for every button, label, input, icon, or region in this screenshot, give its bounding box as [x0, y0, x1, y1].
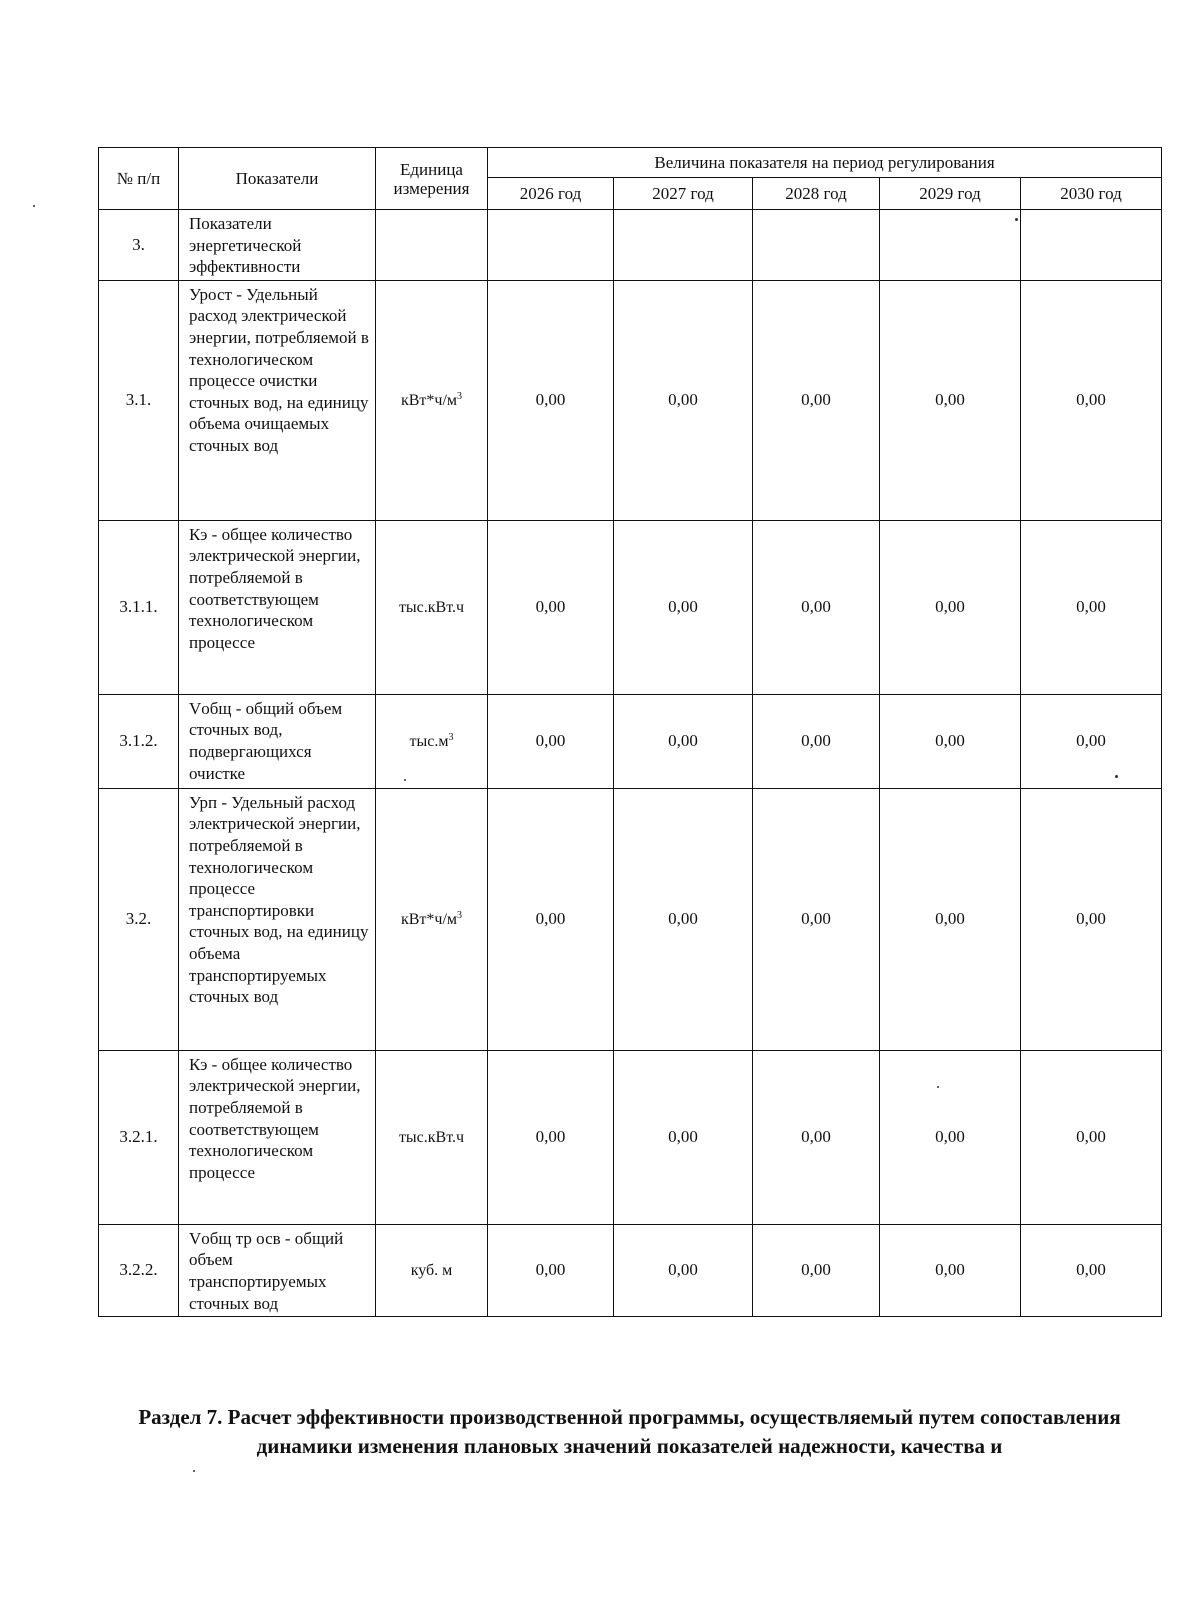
value-cell: 0,00 — [1021, 520, 1162, 694]
header-unit: Единица измерения — [376, 148, 488, 210]
header-year: 2026 год — [488, 178, 614, 210]
table-row — [99, 1224, 1162, 1316]
table-row — [99, 788, 1162, 1050]
unit-cell — [376, 1224, 488, 1316]
value-cell: 0,00 — [1021, 1224, 1162, 1316]
value-cell: 0,00 — [753, 1050, 880, 1224]
header-num: № п/п — [99, 148, 179, 210]
indicators-table — [98, 147, 1162, 1317]
value-cell: 0,00 — [1021, 1050, 1162, 1224]
row-number: 3.1.2. — [99, 694, 179, 788]
value-cell: 0,00 — [1021, 694, 1162, 788]
header-year: 2029 год — [880, 178, 1021, 210]
value-cell: 0,00 — [488, 1050, 614, 1224]
value-cell: 0,00 — [880, 1224, 1021, 1316]
row-number: 3.2.2. — [99, 1224, 179, 1316]
header-year: 2027 год — [614, 178, 753, 210]
value-cell: 0,00 — [753, 280, 880, 520]
value-cell: 0,00 — [880, 1050, 1021, 1224]
value-cell: 0,00 — [880, 694, 1021, 788]
unit-cell — [376, 520, 488, 694]
indicator-name: Vобщ тр осв - общий объем транспортируемых сточных вод — [179, 1224, 376, 1316]
value-cell: 0,00 — [614, 1050, 753, 1224]
value-cell: 0,00 — [614, 788, 753, 1050]
value-cell: 0,00 — [614, 1224, 753, 1316]
table-row — [99, 520, 1162, 694]
row-number: 3.1.1. — [99, 520, 179, 694]
header-period: Величина показателя на период регулирования — [488, 148, 1162, 178]
table-row — [99, 210, 1162, 281]
value-cell: 0,00 — [880, 520, 1021, 694]
scan-speck — [1015, 218, 1018, 221]
value-cell: 0,00 — [488, 694, 614, 788]
unit-exponent: 3 — [448, 731, 454, 743]
unit-cell — [376, 210, 488, 281]
unit-exponent: 3 — [457, 390, 463, 402]
value-cell: 0,00 — [753, 694, 880, 788]
header-year: 2030 год — [1021, 178, 1162, 210]
row-number: 3. — [99, 210, 179, 281]
unit-cell — [376, 788, 488, 1050]
value-cell: 0,00 — [753, 788, 880, 1050]
table-body — [99, 210, 1162, 1317]
row-number: 3.1. — [99, 280, 179, 520]
unit-text: тыс.м — [409, 732, 449, 750]
unit-exponent: 3 — [457, 909, 463, 921]
scan-speck — [33, 205, 35, 207]
value-cell — [614, 210, 753, 281]
value-cell: 0,00 — [880, 788, 1021, 1050]
unit-text: кВт*ч/м — [400, 910, 458, 928]
header-year: 2028 год — [753, 178, 880, 210]
unit-cell — [376, 1050, 488, 1224]
unit-cell — [376, 280, 488, 520]
scan-speck — [1115, 775, 1118, 778]
value-cell: 0,00 — [488, 520, 614, 694]
indicator-name: Урост - Удельный расход электрической энергии, потребляемой в технологическом процессе очистки сточных вод, на единицу объема очищаемых сточных вод — [179, 280, 376, 520]
unit-text: кВт*ч/м — [400, 391, 458, 409]
value-cell — [1021, 210, 1162, 281]
value-cell: 0,00 — [488, 1224, 614, 1316]
indicator-name: Кэ - общее количество электрической энергии, потребляемой в соответствующем технологическом процессе — [179, 520, 376, 694]
unit-cell — [376, 694, 488, 788]
value-cell — [753, 210, 880, 281]
row-number: 3.2.1. — [99, 1050, 179, 1224]
value-cell — [880, 210, 1021, 281]
value-cell: 0,00 — [1021, 280, 1162, 520]
scan-speck — [937, 1086, 939, 1088]
section-title: Раздел 7. Расчет эффективности производственной программы, осуществляемый путем сопоставления динамики изменения плановых значений показателей надежности, качества и — [138, 1405, 1121, 1458]
value-cell: 0,00 — [614, 280, 753, 520]
value-cell: 0,00 — [488, 788, 614, 1050]
table-row — [99, 694, 1162, 788]
indicator-name: Vобщ - общий объем сточных вод, подвергающихся очистке — [179, 694, 376, 788]
value-cell: 0,00 — [614, 694, 753, 788]
value-cell: 0,00 — [488, 280, 614, 520]
row-number: 3.2. — [99, 788, 179, 1050]
value-cell: 0,00 — [614, 520, 753, 694]
value-cell: 0,00 — [1021, 788, 1162, 1050]
unit-text: тыс.кВт.ч — [398, 598, 465, 616]
value-cell: 0,00 — [753, 1224, 880, 1316]
value-cell — [488, 210, 614, 281]
value-cell: 0,00 — [880, 280, 1021, 520]
indicator-name: Показатели энергетической эффективности — [179, 210, 376, 281]
scan-speck — [404, 779, 406, 781]
scan-speck — [193, 1470, 195, 1472]
table-row — [99, 280, 1162, 520]
header-name: Показатели — [179, 148, 376, 210]
table-row — [99, 1050, 1162, 1224]
indicator-name: Кэ - общее количество электрической энергии, потребляемой в соответствующем технологическом процессе — [179, 1050, 376, 1224]
value-cell: 0,00 — [753, 520, 880, 694]
unit-text: куб. м — [410, 1261, 453, 1279]
unit-text: тыс.кВт.ч — [398, 1128, 465, 1146]
table-header — [99, 148, 1162, 210]
indicator-name: Урп - Удельный расход электрической энергии, потребляемой в технологическом процессе транспортировки сточных вод, на единицу объема транспортируемых сточных вод — [179, 788, 376, 1050]
